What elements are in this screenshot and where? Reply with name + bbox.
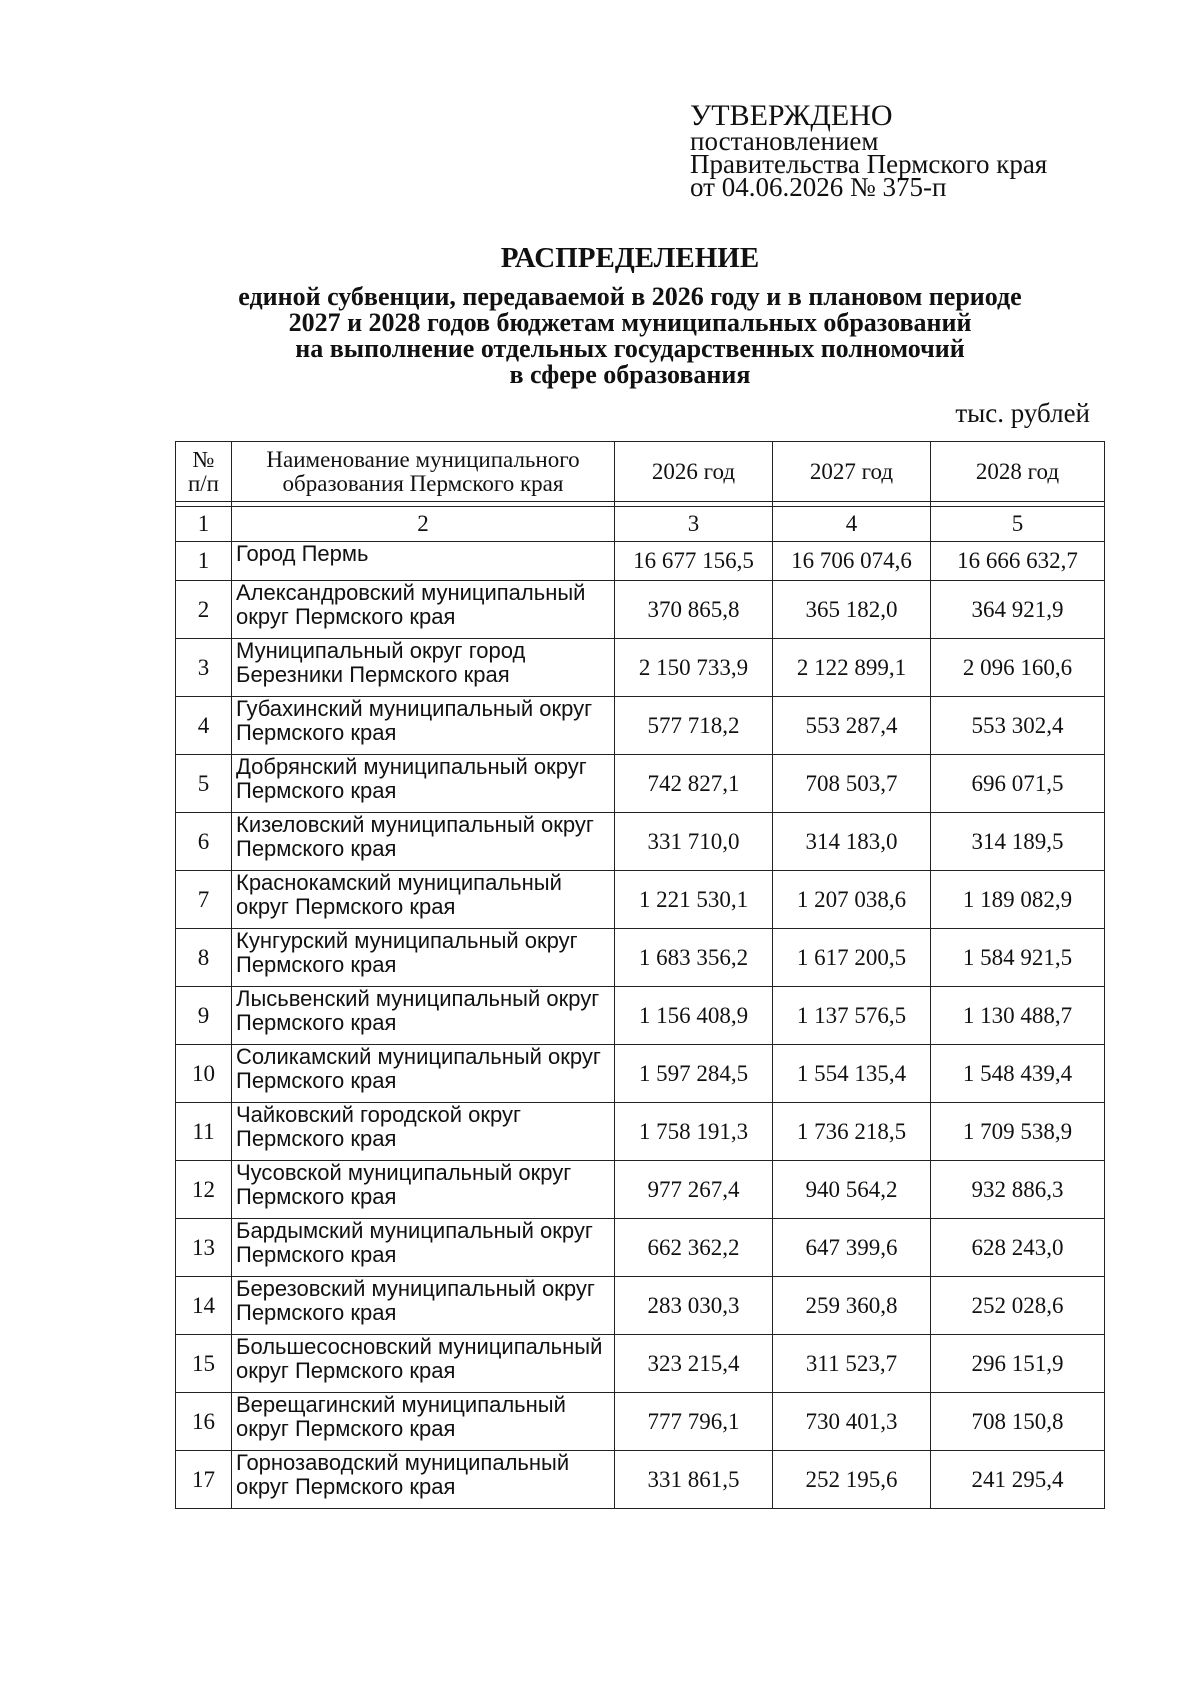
value-2026: 283 030,3 bbox=[615, 1277, 773, 1335]
column-index: 5 bbox=[931, 507, 1105, 542]
value-2027: 252 195,6 bbox=[773, 1451, 931, 1509]
municipality-name-line: округ Пермского края bbox=[236, 1358, 456, 1383]
municipality-name-line: Чусовской муниципальный округ bbox=[236, 1160, 572, 1185]
municipality-name-line: округ Пермского края bbox=[236, 604, 456, 629]
value-2028: 2 096 160,6 bbox=[931, 639, 1105, 697]
value-2026: 1 221 530,1 bbox=[615, 871, 773, 929]
column-index: 4 bbox=[773, 507, 931, 542]
value-2028: 708 150,8 bbox=[931, 1393, 1105, 1451]
distribution-table bbox=[175, 441, 1105, 1509]
value-2027: 1 137 576,5 bbox=[773, 987, 931, 1045]
municipality-name-line: Пермского края bbox=[236, 1300, 397, 1325]
approval-heading: УТВЕРЖДЕНО bbox=[690, 99, 893, 132]
municipality-name bbox=[232, 1103, 615, 1161]
row-number: 12 bbox=[176, 1161, 232, 1219]
column-index: 3 bbox=[615, 507, 773, 542]
municipality-name-line: округ Пермского края bbox=[236, 1416, 456, 1441]
table-header-row bbox=[176, 442, 1105, 502]
row-number: 3 bbox=[176, 639, 232, 697]
municipality-name-line: Лысьвенский муниципальный округ bbox=[236, 986, 600, 1011]
municipality-name bbox=[232, 542, 615, 581]
table-row bbox=[176, 987, 1105, 1045]
municipality-name-line: округ Пермского края bbox=[236, 1474, 456, 1499]
table-row bbox=[176, 1335, 1105, 1393]
value-2026: 1 683 356,2 bbox=[615, 929, 773, 987]
value-2028: 1 709 538,9 bbox=[931, 1103, 1105, 1161]
municipality-name-line: Кунгурский муниципальный округ bbox=[236, 928, 578, 953]
municipality-name bbox=[232, 1045, 615, 1103]
municipality-name bbox=[232, 1219, 615, 1277]
value-2028: 1 130 488,7 bbox=[931, 987, 1105, 1045]
value-2027: 708 503,7 bbox=[773, 755, 931, 813]
value-2026: 370 865,8 bbox=[615, 581, 773, 639]
table-row bbox=[176, 871, 1105, 929]
municipality-name-line: Губахинский муниципальный округ bbox=[236, 696, 593, 721]
value-2026: 977 267,4 bbox=[615, 1161, 773, 1219]
municipality-name bbox=[232, 1161, 615, 1219]
value-2026: 331 861,5 bbox=[615, 1451, 773, 1509]
value-2027: 1 736 218,5 bbox=[773, 1103, 931, 1161]
row-number: 5 bbox=[176, 755, 232, 813]
table-row bbox=[176, 1451, 1105, 1509]
value-2027: 647 399,6 bbox=[773, 1219, 931, 1277]
municipality-name-line: Александровский муниципальный bbox=[236, 580, 586, 605]
value-2026: 662 362,2 bbox=[615, 1219, 773, 1277]
document-title bbox=[160, 242, 1100, 388]
value-2027: 16 706 074,6 bbox=[773, 542, 931, 581]
table-row bbox=[176, 581, 1105, 639]
table-row bbox=[176, 1045, 1105, 1103]
row-number: 9 bbox=[176, 987, 232, 1045]
value-2026: 1 597 284,5 bbox=[615, 1045, 773, 1103]
municipality-name bbox=[232, 1451, 615, 1509]
value-2026: 2 150 733,9 bbox=[615, 639, 773, 697]
municipality-name-line: Добрянский муниципальный округ bbox=[236, 754, 587, 779]
row-number: 15 bbox=[176, 1335, 232, 1393]
value-2026: 777 796,1 bbox=[615, 1393, 773, 1451]
municipality-name-line: Соликамский муниципальный округ bbox=[236, 1044, 601, 1069]
row-number: 14 bbox=[176, 1277, 232, 1335]
value-2027: 311 523,7 bbox=[773, 1335, 931, 1393]
municipality-name-line: Пермского края bbox=[236, 1184, 397, 1209]
value-2026: 323 215,4 bbox=[615, 1335, 773, 1393]
table-row bbox=[176, 813, 1105, 871]
municipality-name-line: Пермского края bbox=[236, 720, 397, 745]
table-row bbox=[176, 542, 1105, 581]
row-number: 10 bbox=[176, 1045, 232, 1103]
municipality-name bbox=[232, 1335, 615, 1393]
value-2027: 2 122 899,1 bbox=[773, 639, 931, 697]
table-row bbox=[176, 1219, 1105, 1277]
title-subline: на выполнение отдельных государственных полномочий bbox=[295, 334, 965, 363]
municipality-name bbox=[232, 987, 615, 1045]
municipality-name-line: Бардымский муниципальный округ bbox=[236, 1218, 593, 1243]
municipality-name-line: Кизеловский муниципальный округ bbox=[236, 812, 594, 837]
value-2028: 296 151,9 bbox=[931, 1335, 1105, 1393]
table-row bbox=[176, 639, 1105, 697]
municipality-name-line: Чайковский городской округ bbox=[236, 1102, 522, 1127]
municipality-name bbox=[232, 1277, 615, 1335]
title-subline: единой субвенции, передаваемой в 2026 году и в плановом периоде bbox=[238, 282, 1022, 311]
value-2027: 1 617 200,5 bbox=[773, 929, 931, 987]
municipality-name bbox=[232, 813, 615, 871]
table-row bbox=[176, 697, 1105, 755]
value-2028: 1 584 921,5 bbox=[931, 929, 1105, 987]
municipality-name-line: Город Пермь bbox=[236, 541, 369, 566]
value-2026: 742 827,1 bbox=[615, 755, 773, 813]
row-number: 13 bbox=[176, 1219, 232, 1277]
value-2028: 16 666 632,7 bbox=[931, 542, 1105, 581]
title-subline: 2027 и 2028 годов бюджетам муниципальных образований bbox=[288, 308, 972, 337]
value-2027: 314 183,0 bbox=[773, 813, 931, 871]
table-row bbox=[176, 1103, 1105, 1161]
value-2028: 1 548 439,4 bbox=[931, 1045, 1105, 1103]
units-label: тыс. рублей bbox=[955, 398, 1090, 428]
row-number: 1 bbox=[176, 542, 232, 581]
table-row bbox=[176, 1161, 1105, 1219]
row-number: 16 bbox=[176, 1393, 232, 1451]
row-number: 6 bbox=[176, 813, 232, 871]
header-number: № п/п bbox=[176, 442, 232, 502]
value-2027: 365 182,0 bbox=[773, 581, 931, 639]
value-2026: 1 758 191,3 bbox=[615, 1103, 773, 1161]
value-2028: 364 921,9 bbox=[931, 581, 1105, 639]
municipality-name-line: Березовский муниципальный округ bbox=[236, 1276, 595, 1301]
municipality-name-line: Пермского края bbox=[236, 1126, 397, 1151]
row-number: 8 bbox=[176, 929, 232, 987]
approval-stamp bbox=[690, 99, 1048, 202]
value-2026: 16 677 156,5 bbox=[615, 542, 773, 581]
header-municipality-name: Наименование муниципального образования Пермского края bbox=[232, 442, 615, 502]
approval-line: Правительства Пермского края bbox=[690, 149, 1048, 179]
row-number: 17 bbox=[176, 1451, 232, 1509]
value-2028: 241 295,4 bbox=[931, 1451, 1105, 1509]
municipality-name bbox=[232, 697, 615, 755]
value-2028: 932 886,3 bbox=[931, 1161, 1105, 1219]
table-row bbox=[176, 1277, 1105, 1335]
municipality-name-line: Березники Пермского края bbox=[236, 662, 510, 687]
table-row bbox=[176, 755, 1105, 813]
municipality-name bbox=[232, 639, 615, 697]
municipality-name-line: Верещагинский муниципальный bbox=[236, 1392, 566, 1417]
municipality-name bbox=[232, 581, 615, 639]
value-2026: 577 718,2 bbox=[615, 697, 773, 755]
approval-line: постановлением bbox=[690, 126, 879, 156]
municipality-name bbox=[232, 1393, 615, 1451]
municipality-name bbox=[232, 929, 615, 987]
table-row bbox=[176, 1393, 1105, 1451]
value-2028: 314 189,5 bbox=[931, 813, 1105, 871]
row-number: 7 bbox=[176, 871, 232, 929]
value-2027: 1 554 135,4 bbox=[773, 1045, 931, 1103]
row-number: 11 bbox=[176, 1103, 232, 1161]
municipality-name bbox=[232, 755, 615, 813]
municipality-name-line: Пермского края bbox=[236, 1010, 397, 1035]
header-2027: 2027 год bbox=[773, 442, 931, 502]
value-2027: 259 360,8 bbox=[773, 1277, 931, 1335]
value-2028: 696 071,5 bbox=[931, 755, 1105, 813]
row-number: 4 bbox=[176, 697, 232, 755]
value-2026: 1 156 408,9 bbox=[615, 987, 773, 1045]
header-2026: 2026 год bbox=[615, 442, 773, 502]
municipality-name-line: Пермского края bbox=[236, 1068, 397, 1093]
municipality-name bbox=[232, 871, 615, 929]
municipality-name-line: Пермского края bbox=[236, 778, 397, 803]
title-subline: в сфере образования bbox=[509, 360, 751, 389]
value-2028: 252 028,6 bbox=[931, 1277, 1105, 1335]
value-2027: 730 401,3 bbox=[773, 1393, 931, 1451]
title-main: РАСПРЕДЕЛЕНИЕ bbox=[500, 242, 760, 274]
value-2028: 553 302,4 bbox=[931, 697, 1105, 755]
column-index: 2 bbox=[232, 507, 615, 542]
value-2026: 331 710,0 bbox=[615, 813, 773, 871]
row-number: 2 bbox=[176, 581, 232, 639]
municipality-name-line: Пермского края bbox=[236, 952, 397, 977]
value-2028: 628 243,0 bbox=[931, 1219, 1105, 1277]
municipality-name-line: Большесосновский муниципальный bbox=[236, 1334, 603, 1359]
approval-line: от 04.06.2026 № 375-п bbox=[690, 172, 947, 202]
value-2027: 553 287,4 bbox=[773, 697, 931, 755]
value-2028: 1 189 082,9 bbox=[931, 871, 1105, 929]
municipality-name-line: Муниципальный округ город bbox=[236, 638, 526, 663]
value-2027: 940 564,2 bbox=[773, 1161, 931, 1219]
value-2027: 1 207 038,6 bbox=[773, 871, 931, 929]
column-index-row bbox=[176, 507, 1105, 542]
table-row bbox=[176, 929, 1105, 987]
column-index: 1 bbox=[176, 507, 232, 542]
municipality-name-line: Пермского края bbox=[236, 836, 397, 861]
header-2028: 2028 год bbox=[931, 442, 1105, 502]
municipality-name-line: округ Пермского края bbox=[236, 894, 456, 919]
municipality-name-line: Горнозаводский муниципальный bbox=[236, 1450, 570, 1475]
municipality-name-line: Пермского края bbox=[236, 1242, 397, 1267]
municipality-name-line: Краснокамский муниципальный bbox=[236, 870, 562, 895]
